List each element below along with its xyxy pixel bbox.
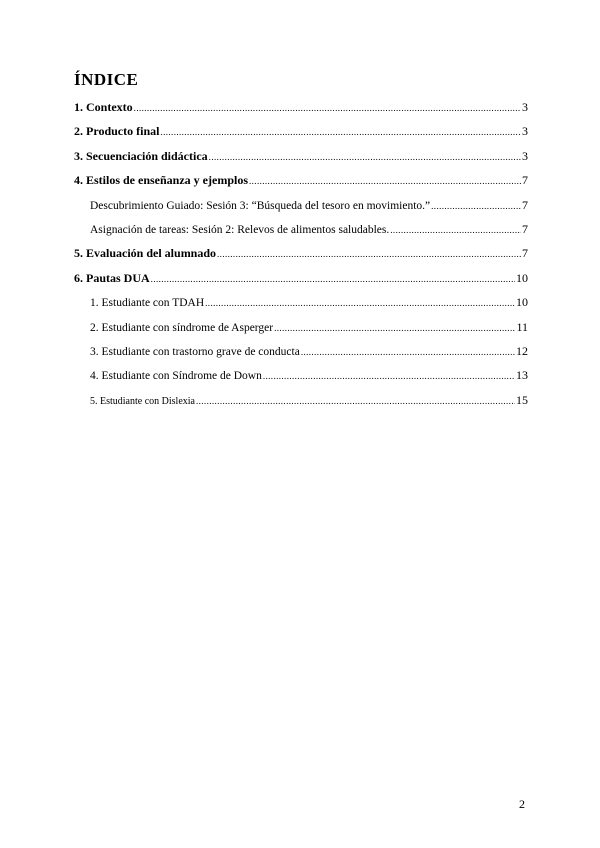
dot-leader	[390, 225, 521, 235]
dot-leader	[205, 298, 515, 308]
toc-entry-pautas-dua[interactable]	[74, 271, 528, 295]
toc-entry-label: 4. Estudiante con Síndrome de Down	[90, 370, 262, 383]
toc-entry-label: 2. Producto final	[74, 124, 160, 139]
toc-entry-dislexia[interactable]	[74, 393, 528, 417]
dot-leader	[196, 396, 515, 406]
toc-entry-evaluacion[interactable]	[74, 246, 528, 270]
dot-leader	[209, 152, 521, 162]
toc-entry-estilos[interactable]	[74, 173, 528, 197]
toc-entry-page: 3	[522, 124, 528, 139]
toc-entry-label: 2. Estudiante con síndrome de Asperger	[90, 321, 274, 334]
toc-entry-label: 3. Secuenciación didáctica	[74, 148, 208, 163]
toc-entry-asperger[interactable]	[74, 320, 528, 344]
dot-leader	[134, 103, 521, 113]
table-of-contents	[74, 100, 528, 417]
toc-entry-page: 7	[522, 173, 528, 188]
toc-entry-page: 13	[516, 368, 528, 383]
page-number: 2	[519, 797, 525, 811]
toc-entry-asignacion-tareas[interactable]	[74, 222, 528, 246]
toc-entry-trastorno-conducta[interactable]	[74, 344, 528, 368]
toc-entry-label: Asignación de tareas: Sesión 2: Relevos de alimentos saludables.	[90, 223, 390, 236]
toc-entry-sindrome-down[interactable]	[74, 368, 528, 392]
toc-entry-label: 4. Estilos de enseñanza y ejemplos	[74, 173, 248, 188]
toc-entry-label: 5. Estudiante con Dislexia	[90, 395, 195, 407]
toc-entry-label: 1. Estudiante con TDAH	[90, 297, 205, 310]
dot-leader	[263, 371, 515, 381]
dot-leader	[160, 127, 521, 137]
toc-entry-page: 10	[516, 270, 528, 285]
toc-entry-page: 7	[522, 221, 528, 236]
toc-entry-tdah[interactable]	[74, 295, 528, 319]
toc-entry-page: 12	[516, 343, 528, 358]
toc-entry-label: 1. Contexto	[74, 100, 133, 114]
dot-leader	[249, 176, 521, 186]
toc-entry-label: 5. Evaluación del alumnado	[74, 246, 217, 261]
toc-entry-page: 11	[516, 319, 528, 334]
toc-entry-page: 15	[516, 392, 528, 407]
dot-leader	[301, 347, 515, 357]
toc-entry-producto-final[interactable]	[74, 124, 528, 148]
toc-entry-page: 3	[522, 148, 528, 163]
toc-entry-page: 10	[516, 295, 528, 310]
toc-entry-page: 7	[522, 246, 528, 261]
toc-entry-label: Descubrimiento Guiado: Sesión 3: “Búsqueda del tesoro en movimiento.”	[90, 199, 431, 212]
dot-leader	[217, 249, 521, 259]
toc-entry-page: 3	[522, 100, 528, 114]
toc-entry-descubrimiento-guiado[interactable]	[74, 198, 528, 222]
toc-entry-page: 7	[522, 197, 528, 212]
dot-leader	[151, 274, 515, 284]
toc-entry-secuenciacion[interactable]	[74, 149, 528, 173]
dot-leader	[431, 201, 521, 211]
toc-entry-label: 3. Estudiante con trastorno grave de conducta	[90, 345, 300, 358]
toc-title: ÍNDICE	[74, 70, 139, 89]
toc-entry-label: 6. Pautas DUA	[74, 270, 150, 285]
toc-entry-contexto[interactable]	[74, 100, 528, 124]
dot-leader	[274, 323, 515, 333]
